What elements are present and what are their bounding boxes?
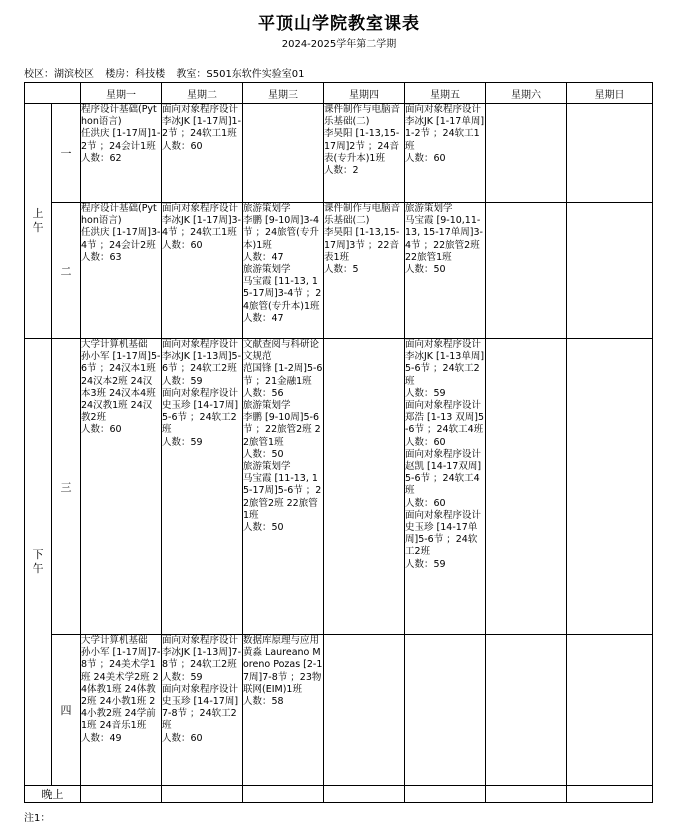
course-cell[interactable]: 旅游策划学 马宝霞 [9-10,11-13, 15-17单周]3-4节 ；22旅管2班 22旅管1班 人数：50 [405,203,486,339]
course-cell[interactable]: 程序设计基础(Python语言) 任洪庆 [1-17周]1-2节 ；24会计1班 人数：62 [81,104,162,203]
course-cell[interactable]: 程序设计基础(Python语言) 任洪庆 [1-17周]3-4节 ；24会计2班 人数：63 [81,203,162,339]
building-label: 楼房：科技楼 [105,69,166,80]
corner-cell [25,83,81,104]
course-cell[interactable]: 面向对象程序设计 李冰JK [1-17单周]1-2节 ；24软工1班 人数：60 [405,104,486,203]
course-cell[interactable] [567,104,653,203]
course-cell[interactable] [405,635,486,786]
slot-label: 二 [52,203,81,339]
course-cell[interactable]: 大学计算机基础 孙小军 [1-17周]7-8节 ；24美术学1班 24美术学2班 24体教1班 24体教2班 24小教1班 24小教2班 24学前1班 24音乐1班 人数：49 [81,635,162,786]
course-cell[interactable] [324,635,405,786]
header-row [25,83,653,104]
period-afternoon: 下午 [25,339,52,786]
slot-label: 四 [52,635,81,786]
course-cell[interactable]: 旅游策划学 李鹏 [9-10周]3-4节 ；24旅管(专升本)1班 人数：47 旅游策划学 马宝霞 [11-13, 15-17周]3-4节 ；24旅管(专升本)1班 人数：47 [243,203,324,339]
course-cell[interactable]: 数据库原理与应用 黄淼 Laureano Moreno Pozas [2-17周]7-8节 ；23物联网(EIM)1班 人数：58 [243,635,324,786]
period-morning: 上午 [25,104,52,339]
course-cell[interactable]: 大学计算机基础 孙小军 [1-17周]5-6节 ；24汉本1班 24汉本2班 24汉本3班 24汉本4班 24汉教1班 24汉教2班 人数：60 [81,339,162,635]
course-cell[interactable] [405,786,486,803]
course-cell[interactable] [486,786,567,803]
table-row [25,635,653,786]
campus-label: 校区：湖滨校区 [24,69,94,80]
course-cell[interactable]: 面向对象程序设计 李冰JK [1-17周]3-4节 ；24软工1班 人数：60 [162,203,243,339]
course-cell[interactable] [486,339,567,635]
period-evening: 晚上 [25,786,81,803]
course-cell[interactable] [567,786,653,803]
table-row [25,104,653,203]
course-cell[interactable]: 课件制作与电脑音乐基础(二) 李昊阳 [1-13,15-17周]2节 ；24音表(专升本)1班 人数：2 [324,104,405,203]
footnote: 注1： [24,813,51,824]
day-header: 星期六 [486,83,567,104]
table-row-evening [25,786,653,803]
course-cell[interactable] [243,104,324,203]
course-cell[interactable] [567,203,653,339]
course-cell[interactable] [567,339,653,635]
day-header: 星期一 [81,83,162,104]
room-info [24,65,313,80]
day-header: 星期三 [243,83,324,104]
course-cell[interactable] [81,786,162,803]
table-row [25,339,653,635]
course-cell[interactable]: 面向对象程序设计 李冰JK [1-13周]7-8节 ；24软工2班 人数：59 面向对象程序设计 史玉珍 [14-17周]7-8节 ；24软工2班 人数：60 [162,635,243,786]
page-subtitle: 2024-2025学年第二学期 [281,39,397,50]
course-cell[interactable] [486,203,567,339]
course-cell[interactable]: 面向对象程序设计 李冰JK [1-17周]1-2节 ；24软工1班 人数：60 [162,104,243,203]
course-cell[interactable] [486,104,567,203]
room-label: 教室：S501东软件实验室01 [176,69,305,80]
course-cell[interactable]: 面向对象程序设计 李冰JK [1-13周]5-6节 ；24软工2班 人数：59 面向对象程序设计 史玉珍 [14-17周]5-6节 ；24软工2班 人数：59 [162,339,243,635]
course-cell[interactable]: 文献查阅与科研论文规范 范国锋 [1-2周]5-6节 ；21金融1班 人数：56 旅游策划学 李鹏 [9-10周]5-6节 ；22旅管2班 22旅管1班 人数：50 旅游策划学 马宝霞 [11-13, 15-17周]5-6节 ；22旅管2班 22旅管1班 人数：50 [243,339,324,635]
slot-label: 三 [52,339,81,635]
day-header: 星期四 [324,83,405,104]
slot-label: 一 [52,104,81,203]
course-cell[interactable] [324,786,405,803]
table-row [25,203,653,339]
course-cell[interactable]: 面向对象程序设计 李冰JK [1-13单周]5-6节 ；24软工2班 人数：59 面向对象程序设计 郑浩 [1-13 双周]5-6节 ；24软工4班 人数：60 面向对象程序设计 赵凯 [14-17双周]5-6节 ；24软工4班 人数：60 面向对象程序设计 史玉珍 [14-17单周]5-6节 ；24软工2班 人数：59 [405,339,486,635]
course-cell[interactable]: 课件制作与电脑音乐基础(二) 李昊阳 [1-13,15-17周]3节 ；22音表1班 人数：5 [324,203,405,339]
day-header: 星期二 [162,83,243,104]
course-cell[interactable] [162,786,243,803]
day-header: 星期五 [405,83,486,104]
timetable [24,82,653,803]
page-title: 平顶山学院教室课表 [258,14,420,34]
course-cell[interactable] [567,635,653,786]
course-cell[interactable] [324,339,405,635]
course-cell[interactable] [243,786,324,803]
day-header: 星期日 [567,83,653,104]
course-cell[interactable] [486,635,567,786]
